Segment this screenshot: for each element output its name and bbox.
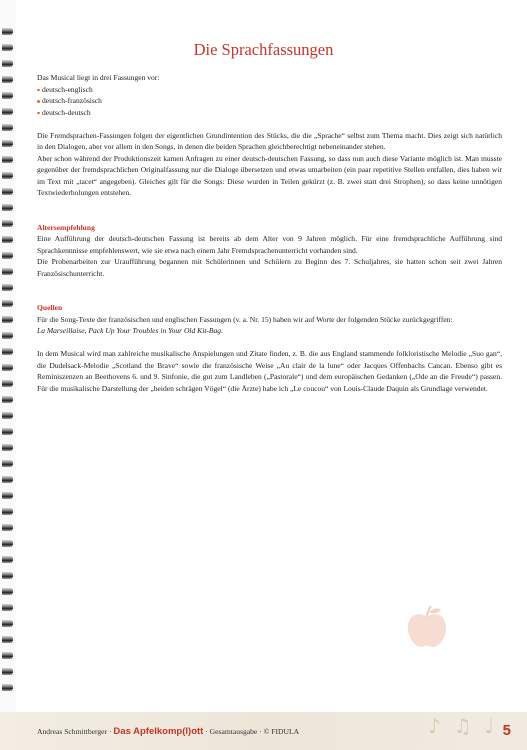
spacer [37,210,502,222]
binding-ring [2,684,13,691]
paragraph: In dem Musical wird man zahlreiche musikalische Anspielungen und Zitate finden, z. B. die aus England stammende folkloristische Melodie „Suo gan“, die Dudelsack-Melodie „Scotland the Brave“ sowie die französische Weise „Au clair de la lune“ oder Jacques Offenbachs Cancan. Ebenso gibt es Reminiszenzen an Beethovens 6. und 9. Sinfonie, die gut zum Landleben („Pastorale“) und dem europäischen Gedanken („Ode an die Freude“) passen. Für die musikalische Darstellung der „beiden schrägen Vögel“ (die Ärzte) habe ich „Le coucou“ von Louis-Claude Daquin als Grundlage verwendet. [37,349,502,393]
binding-ring [2,332,13,339]
binding-ring [2,348,13,355]
paragraph: Eine Aufführung der deutsch-deutschen Fassung ist bereits ab dem Alter von 9 Jahren möglich. Für eine fremdsprachliche Aufführung sind Sprachkennnisse empfehlenswert, wie sie etwa nach einem Jahr Fremdsprachenunterricht vorhanden sind. [37,234,502,255]
paragraph: Aber schon während der Produktionszeit kamen Anfragen zu einer deutsch-deutschen Fassung, so dass nun auch diese Variante möglich ist. Man musste gegenüber der fremdsprachlichen Originalfassung nur die Dialoge übersetzen und etwas umarbeiten (ein paar repetitive Stellen entfallen, dies haben wir im Text mit „tacet“ angegeben). Gleiches gilt für die Songs: Diese wurden in Teilen gekürzt (z. B. zwei statt drei Strophen), so dass keine unnötigen Textwiederholungen entstehen. [37,153,502,197]
section-heading-sources: Quellen [37,303,63,312]
binding-ring [2,620,13,627]
binding-ring [2,572,13,579]
intro-text: Das Musical liegt in drei Fassungen vor: [37,73,160,82]
binding-ring [2,460,13,467]
binding-ring [2,172,13,179]
paragraph: Die Probenarbeiten zur Uraufführung begannen mit Schülerinnen und Schülern zu Beginn des 7. Schuljahres, sie hatten schon seit zwei Jahren Französischunterricht. [37,257,502,278]
binding-ring [2,316,13,323]
list-item: deutsch-englisch [37,84,502,96]
page-title: Die Sprachfassungen [193,40,334,59]
binding-ring [2,300,13,307]
binding-ring [2,284,13,291]
section-heading-age: Altersempfehlung [37,222,95,232]
page-number: 5 [502,722,511,739]
binding-ring [2,236,13,243]
list-item: deutsch-deutsch [37,107,502,119]
binding-ring [2,588,13,595]
bullet-icon [37,100,40,103]
spiral-binding [0,0,16,750]
binding-ring [2,156,13,163]
bullet-icon [37,112,40,115]
spacer [37,279,502,291]
footer-decoration: ♪ ♫ ♩ [427,714,497,738]
paragraph: Für die Song-Texte der französischen und englischen Fassungen (v. a. Nr. 15) haben wir auf Worte der folgenden Stücke zurückgegriffen: [37,314,453,324]
source-titles: La Marseillaise, Pack Up Your Troubles in Your Old Kit-Bag. [37,326,223,335]
binding-ring [2,124,13,131]
page-content [37,72,502,394]
version-list [37,84,502,119]
footer-edition: · Gesamtausgabe · © FIDULA [203,727,300,736]
binding-ring [2,444,13,451]
paragraph: Die Fremdsprachen-Fassungen folgen der eigentlichen Grundintention des Stücks, die die „Sprache“ selbst zum Thema macht. Dies zeigt sich natürlich in den Dialogen, aber vor allem in den Songs, in denen die beiden Sprachen gleichberechtigt nebeneinander stehen. [37,130,502,151]
spacer [37,337,502,349]
list-item: deutsch-französisch [37,95,502,107]
binding-ring [2,364,13,371]
binding-ring [2,220,13,227]
binding-ring [2,92,13,99]
binding-ring [2,380,13,387]
binding-ring [2,60,13,67]
binding-ring [2,76,13,83]
binding-ring [2,508,13,515]
apple-icon [406,605,448,649]
binding-ring [2,476,13,483]
footer-work-title: Das Apfelkomp(l)ott [113,726,204,737]
bullet-icon [37,89,40,92]
binding-ring [2,636,13,643]
binding-ring [2,604,13,611]
binding-ring [2,492,13,499]
binding-ring [2,396,13,403]
binding-ring [2,556,13,563]
binding-ring [2,140,13,147]
binding-ring [2,652,13,659]
binding-ring [2,668,13,675]
binding-ring [2,428,13,435]
binding-ring [2,188,13,195]
binding-ring [2,540,13,547]
footer [37,726,299,737]
footer-author: Andreas Schmittberger · [37,727,114,736]
binding-ring [2,108,13,115]
spacer [37,118,502,130]
spacer [37,291,502,303]
binding-ring [2,28,13,35]
binding-ring [2,252,13,259]
binding-ring [2,204,13,211]
binding-ring [2,268,13,275]
spacer [37,199,502,211]
binding-ring [2,412,13,419]
binding-ring [2,524,13,531]
